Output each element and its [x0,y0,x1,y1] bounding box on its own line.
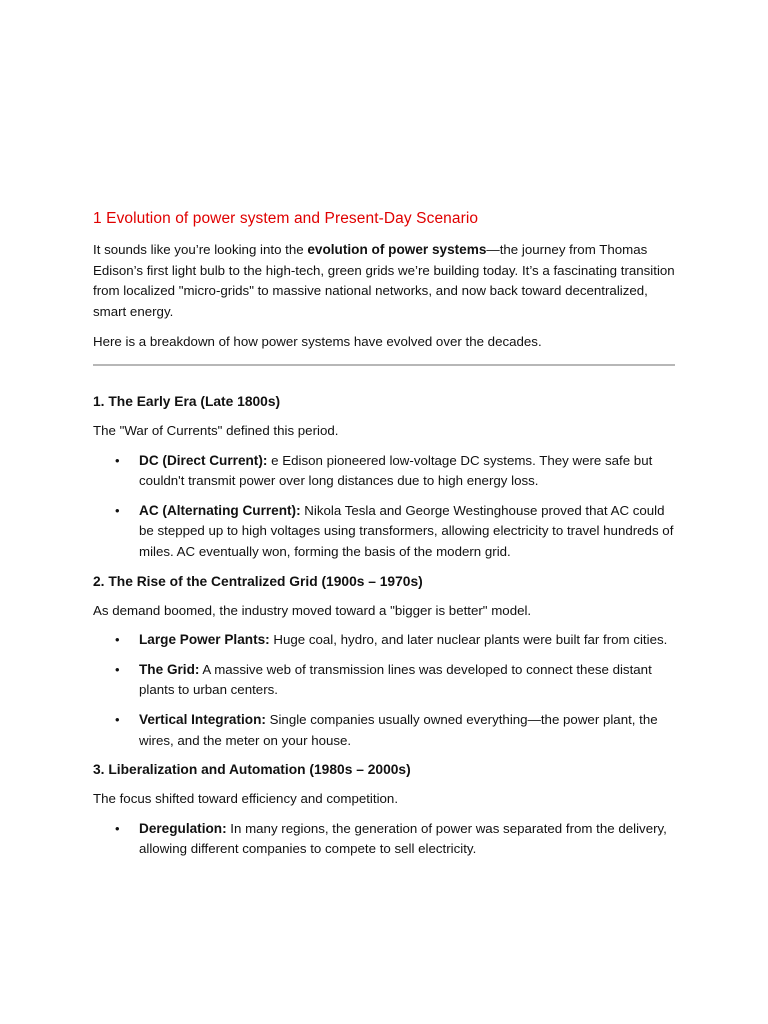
intro-text-after: —the journey from Thomas Edison’s first light bulb to the high-tech, green grids we’re building today. It’s a fascinating transition from localized "micro-grids" to massive national networks, and now back toward decentralized, smart energy. [93,242,675,319]
item-text: Single companies usually owned everything—the power plant, the wires, and the meter on your house. [139,711,658,748]
bullet-list [93,819,675,860]
bullet-icon: • [115,661,120,677]
section-heading: 1. The Early Era (Late 1800s) [93,393,281,409]
item-term: DC (Direct Current): [139,452,272,468]
item-text: In many regions, the generation of power was separated from the delivery, allowing different companies to compete to sell electricity. [139,820,667,857]
page-title: 1 Evolution of power system and Present-Day Scenario [93,210,479,227]
item-text: Nikola Tesla and George Westinghouse proved that AC could be stepped up to high voltages using transformers, allowing electricity to travel hundreds of miles. AC eventually won, forming the basis of the modern grid. [139,502,674,559]
bullet-list [93,451,675,563]
section-liberalization [93,760,675,860]
list-item [93,710,675,751]
bullet-icon: • [115,711,120,727]
item-term: Large Power Plants: [139,632,270,648]
list-item [93,660,675,701]
list-item [93,451,675,492]
bullet-icon: • [115,452,120,468]
list-item [93,501,675,563]
item-text: Huge coal, hydro, and later nuclear plants were built far from cities. [269,632,668,648]
section-heading: 3. Liberalization and Automation (1980s – 2000s) [93,762,411,778]
bullet-icon: • [115,502,120,518]
item-text: A massive web of transmission lines was developed to connect these distant plants to urban centers. [139,661,652,698]
bullet-icon: • [115,820,120,836]
section-divider [93,364,675,366]
item-term: The Grid: [139,661,200,677]
section-heading: 2. The Rise of the Centralized Grid (1900s – 1970s) [93,573,423,589]
document-content [93,208,675,869]
section-early-era [93,392,675,563]
list-item [93,819,675,860]
section-lead: The "War of Currents" defined this period. [93,422,339,438]
item-text: e Edison pioneered low-voltage DC systems. They were safe but couldn't transmit power over long distances due to high energy loss. [139,452,653,489]
section-lead: The focus shifted toward efficiency and competition. [93,791,399,807]
bullet-list [93,630,675,751]
item-term: Deregulation: [139,820,227,836]
item-term: AC (Alternating Current): [139,502,301,518]
bullet-icon: • [115,632,120,648]
section-lead: As demand boomed, the industry moved toward a "bigger is better" model. [93,602,532,618]
list-item [93,630,675,651]
item-term: Vertical Integration: [139,711,266,727]
section-centralized-grid [93,572,675,752]
intro-summary: Here is a breakdown of how power systems have evolved over the decades. [93,334,542,350]
intro-paragraph [93,240,675,322]
intro-bold-phrase: evolution of power systems [307,242,487,257]
intro-text-before: It sounds like you’re looking into the [93,242,308,257]
